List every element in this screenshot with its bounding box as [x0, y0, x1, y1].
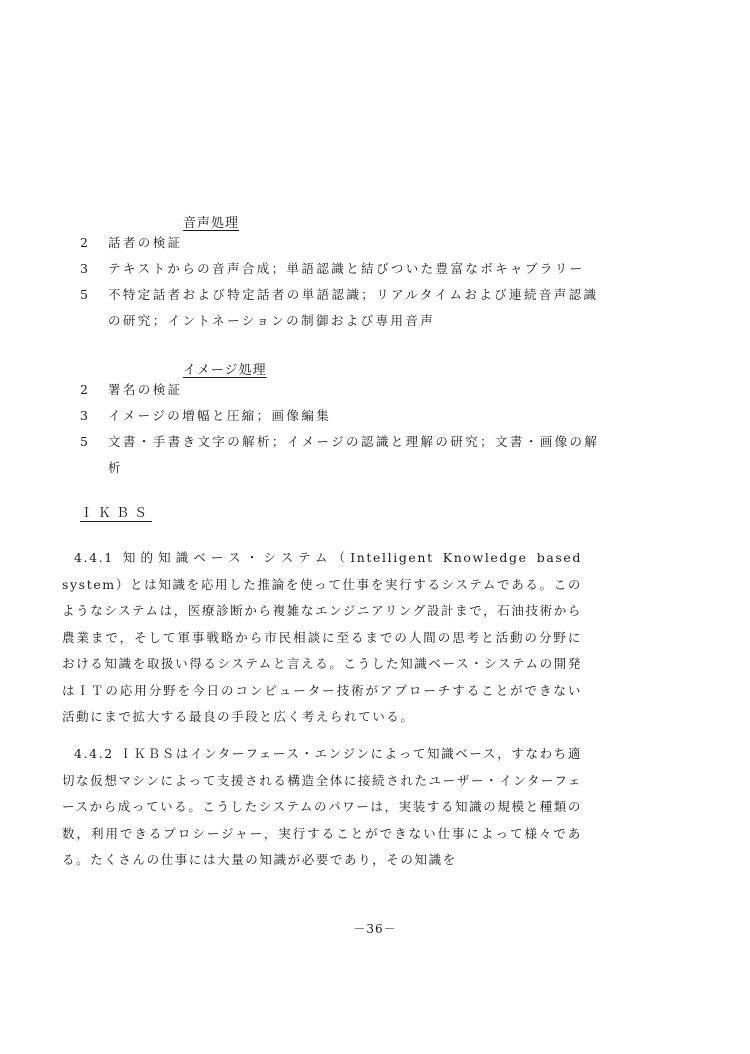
- list-number: 2: [80, 235, 91, 250]
- page-number: －36－: [353, 922, 397, 936]
- list-item: [80, 256, 600, 282]
- list-item: [80, 377, 600, 403]
- list-text: テキストからの音声合成；単語認識と結びついた豊富なボキャブラリー: [108, 261, 585, 276]
- list-text: 話者の検証: [108, 235, 183, 250]
- list-item: [80, 429, 600, 481]
- list-item: [80, 282, 600, 334]
- list-text: 文書・手書き文字の解析；イメージの認識と理解の研究；文書・画像の解析: [108, 434, 600, 475]
- section-heading-image: イメージ処理: [183, 363, 267, 378]
- section-heading-speech: 音声処理: [183, 216, 240, 231]
- paragraph-4-4-1: 4.4.1 知的知識ベース・システム（Intelligent Knowledge based system）とは知識を応用した推論を使って仕事を実行するシステムである。このようなシステムは，医療診断から複雑なエンジニアリング設計まで，石油技術から農業まで，そして軍事戦略から市民相談に至るまでの人間の思考と活動の分野における知識を取扱い得るシステムと言える。こうした知識ベース・システムの開発はＩＴの応用分野を今日のコンピューター技術がアプローチすることができない活動にまで拡大する最良の手段と広く考えられている。: [62, 550, 582, 724]
- list-text: イメージの増幅と圧縮；画像編集: [108, 408, 332, 423]
- list-number: 5: [80, 287, 91, 302]
- paragraph-4-4-2: 4.4.2 ＩＫＢＳはインターフェース・エンジンによって知識ベース，すなわち適切な仮想マシンによって支援される構造全体に接続されたユーザー・インターフェースから成っている。こうしたシステムのパワーは，実装する知識の規模と種類の数，利用できるプロシージャー，実行することができない仕事によって様々である。たくさんの仕事には大量の知識が必要であり，その知識を: [62, 746, 582, 867]
- list-number: 3: [80, 408, 91, 423]
- list-text: 不特定話者および特定話者の単語認識；リアルタイムおよび連続音声認識の研究；イントネーションの制御および専用音声: [108, 287, 599, 328]
- section-heading-ikbs: ＩＫＢＳ: [80, 506, 153, 521]
- list-item: [80, 403, 600, 429]
- list-number: 5: [80, 434, 91, 449]
- list-number: 2: [80, 382, 91, 397]
- list-item: [80, 230, 600, 256]
- list-text: 署名の検証: [108, 382, 183, 397]
- list-number: 3: [80, 261, 91, 276]
